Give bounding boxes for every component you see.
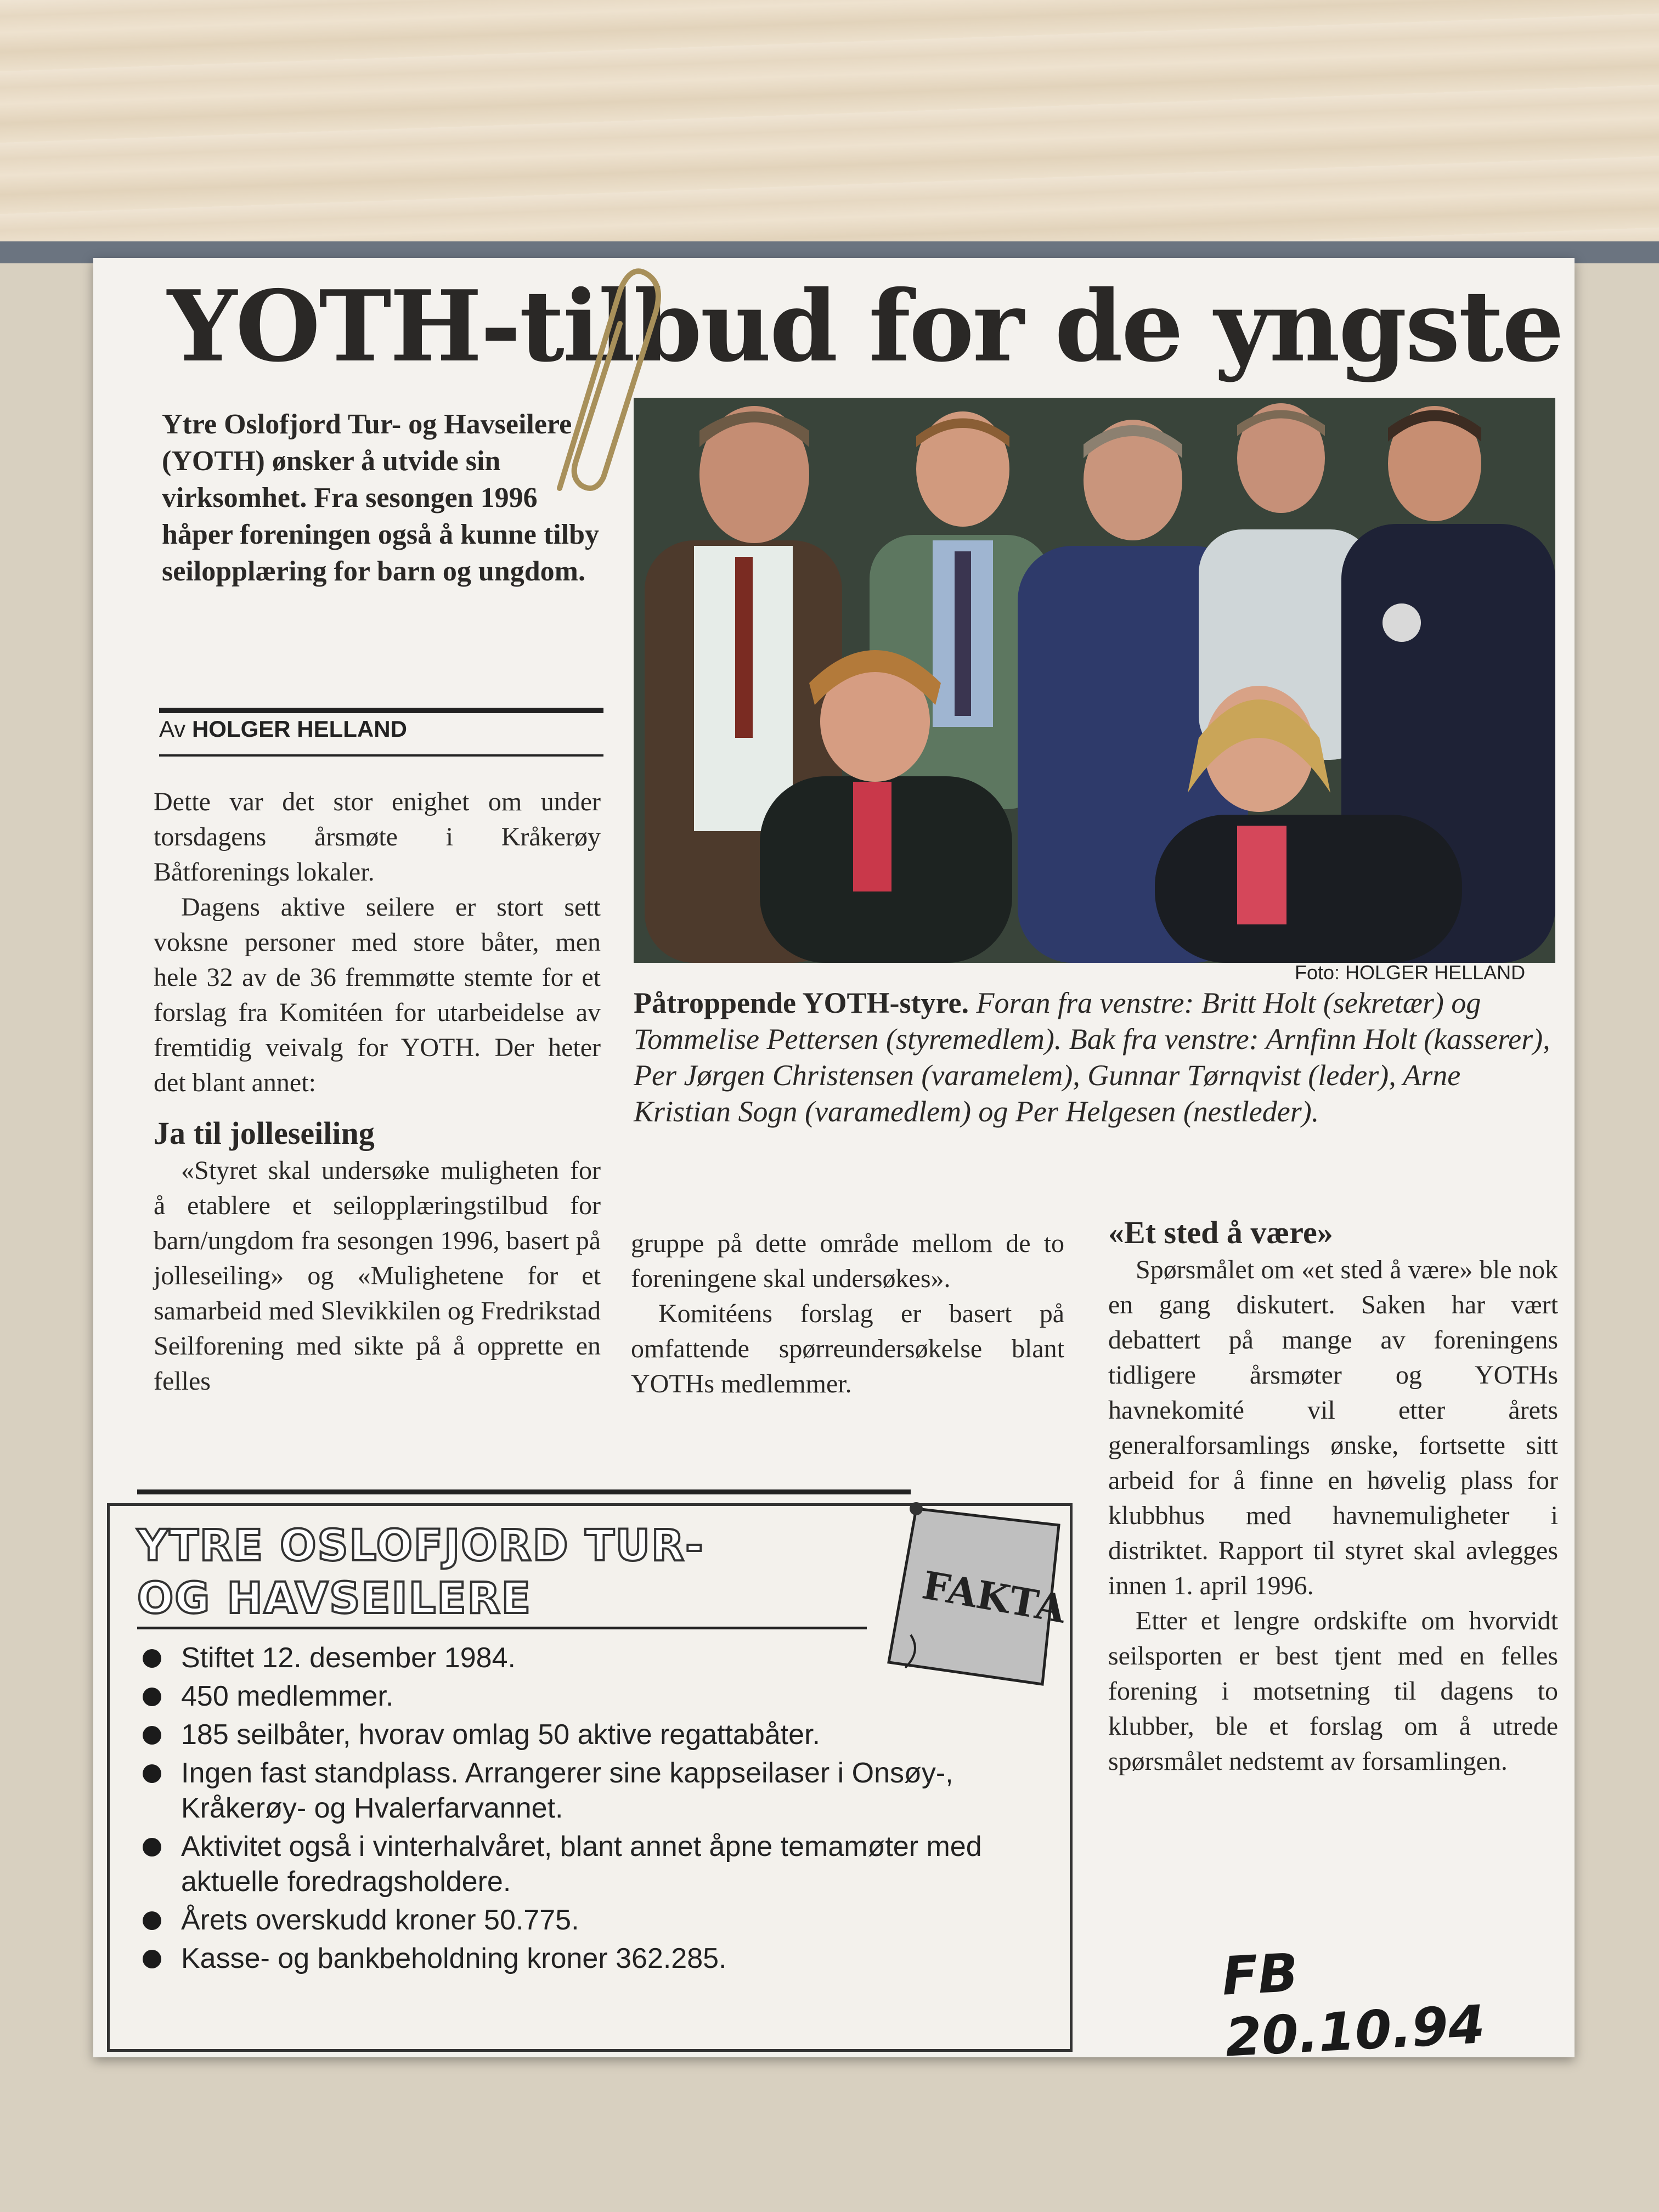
- article-headline: YOTH-tilbud for de yngste: [167, 269, 1563, 383]
- byline-prefix: Av: [159, 716, 186, 742]
- photo-credit: Foto: HOLGER HELLAND: [1295, 961, 1526, 984]
- byline: [159, 716, 407, 742]
- article-lead: Ytre Oslofjord Tur- og Havseilere (YOTH) ønsker å utvide sin virksomhet. Fra sesongen 1996 håper foreningen også å kunne tilby seilopplæring for barn og ungdom.: [162, 409, 600, 587]
- paragraph: Dette var det stor enighet om under torsdagens årsmøte i Kråkerøy Båtforenings lokaler.: [154, 787, 601, 887]
- paragraph: Spørsmålet om «et sted å være» ble nok en gang diskutert. Saken har vært debattert på mange av foreningens tidligere årsmøter og YOTHs havnekomité vil etter årets generalforsamlings ønske, fortsette sitt arbeid for å finne en høvelig plass for klubbhus med havnemuligheter i distriktet. Rapport til styret skal avlegges innen 1. april 1996.: [1108, 1255, 1558, 1600]
- paragraph: Etter et lengre ordskifte om hvorvidt seilsporten er best tjent med en felles forening i motsetning til dagens to klubber, ble et forslag om å utrede spørsmålet nedstemt av forsamlingen.: [1108, 1606, 1558, 1776]
- paragraph: «Styret skal undersøke muligheten for å etablere et seilopplæringstilbud for barn/ungdom fra sesongen 1996, basert på jolleseiling» og «Mulighetene for et samarbeid med Slevikkilen og Fredrikstad Seilforening med sikte på å opprette en felles: [154, 1156, 601, 1396]
- paragraph: Komitéens forslag er basert på omfattende spørreundersøkelse blant YOTHs medlemmer.: [631, 1299, 1064, 1398]
- byline-name: HOLGER HELLAND: [191, 716, 407, 742]
- wooden-table-background: [0, 0, 1659, 241]
- fact-item: Ingen fast standplass. Arrangerer sine kappseilaser i Onsøy-, Kråkerøy- og Hvalerfarvannet.: [143, 1756, 1048, 1826]
- fact-item: 185 seilbåter, hvorav omlag 50 aktive regattabåter.: [143, 1717, 1048, 1752]
- fact-item: Aktivitet også i vinterhalvåret, blant annet åpne temamøter med aktuelle foredragsholdere.: [143, 1829, 1048, 1899]
- column-3: [1108, 1215, 1558, 1779]
- subhead-et-sted: «Et sted å være»: [1108, 1215, 1333, 1250]
- byline-rule-top: [159, 708, 603, 713]
- factbox-title: [137, 1520, 704, 1625]
- column-1: [154, 785, 601, 1399]
- newspaper-clipping: [93, 258, 1575, 2069]
- caption-title: Påtroppende YOTH-styre.: [634, 986, 969, 1019]
- paragraph: Dagens aktive seilere er stort sett voksne personer med store båter, men hele 32 av de 36 fremmøtte stemte for et forslag fra Komitéen for utarbeidelse av fremtidig veivalg for YOTH. Der heter det blant annet:: [154, 893, 601, 1097]
- photo-caption: [634, 985, 1555, 1130]
- fact-list: [143, 1640, 1048, 1979]
- fact-item: 450 medlemmer.: [143, 1679, 1048, 1714]
- subhead-jolleseiling: Ja til jolleseiling: [154, 1115, 375, 1151]
- fact-item: Kasse- og bankbeholdning kroner 362.285.: [143, 1941, 1048, 1976]
- byline-rule-bottom: [159, 754, 603, 757]
- factbox-title-line-2: OG HAVSEILERE: [137, 1574, 532, 1623]
- paragraph: gruppe på dette område mellom de to foreningene skal undersøkes».: [631, 1229, 1064, 1293]
- factbox-rule-top: [137, 1489, 911, 1494]
- caption-text: Foran fra venstre: Britt Holt (sekretær) og Tommelise Pettersen (styremedlem). Bak fra venstre: Arnfinn Holt (kasserer), Per Jørgen Christensen (varamelem), Gunnar Tørnqvist (leder), Arne Kristian Sogn (varamedlem) og Per Helgesen (nestleder).: [634, 986, 1550, 1128]
- fact-item: Stiftet 12. desember 1984.: [143, 1640, 1048, 1675]
- group-photo-image: [634, 398, 1555, 963]
- fact-item: Årets overskudd kroner 50.775.: [143, 1903, 1048, 1938]
- paperclip-icon: [538, 258, 669, 499]
- handwritten-date: FB 20.10.94: [1220, 1942, 1487, 2069]
- factbox-title-line-1: YTRE OSLOFJORD TUR-: [137, 1521, 704, 1571]
- fakta-label: FAKTA: [919, 1562, 1069, 1632]
- group-photo: [634, 398, 1555, 963]
- factbox-title-rule: [137, 1627, 867, 1629]
- column-2: [631, 1226, 1064, 1402]
